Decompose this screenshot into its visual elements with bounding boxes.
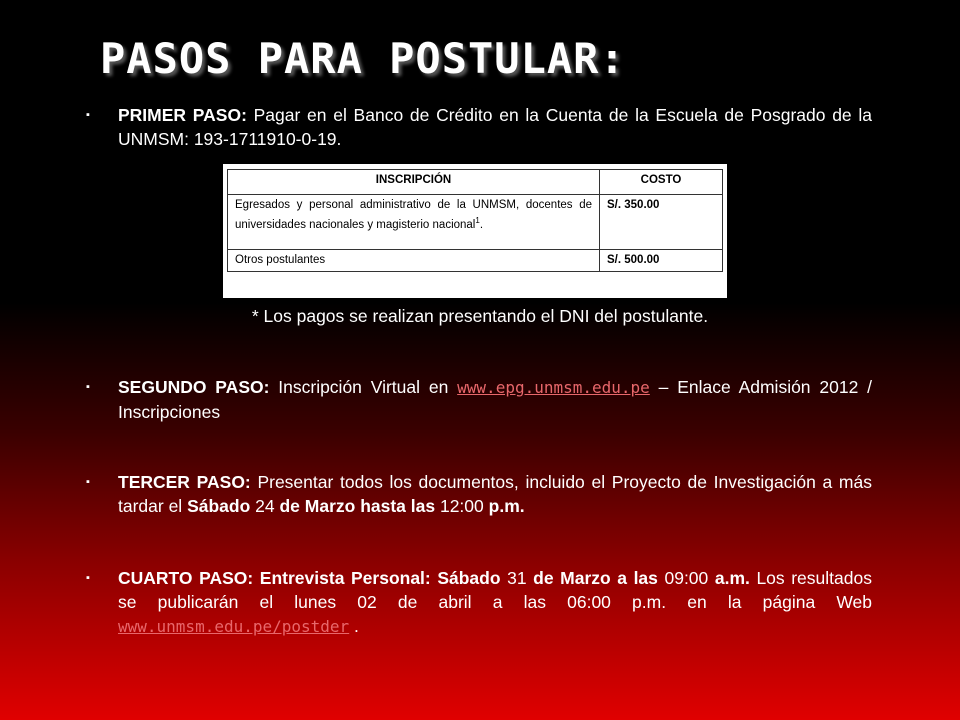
fees-table-image — [223, 164, 727, 298]
step-3-bold-part: Sábado — [187, 496, 251, 516]
step-2 — [86, 375, 872, 424]
step-3-text-part: Presentar todos los documentos, incluido el Proyecto de Investigación a más tardar el — [118, 472, 872, 516]
step-4-label: CUARTO PASO: — [118, 568, 254, 588]
page-title: PASOS PARA POSTULAR: — [100, 34, 626, 83]
footnote-marker: 1 — [475, 216, 480, 225]
payment-note: * Los pagos se realizan presentando el DNI del postulante. — [251, 306, 709, 326]
step-4-text-part: 31 — [500, 568, 534, 588]
step-3-text — [118, 470, 872, 518]
row-description-suffix: . — [479, 218, 484, 231]
table-row — [228, 250, 723, 272]
step-4 — [86, 566, 872, 639]
fees-table — [227, 169, 723, 272]
step-3-bold-part: p.m. — [488, 496, 525, 516]
header-costo: COSTO — [600, 170, 723, 195]
step-3-text-part: 24 — [250, 496, 280, 516]
step-3-label: TERCER PASO: — [118, 472, 251, 492]
step-4-text-part: Los resultados se publicarán el lunes 02 de abril a las 06:00 p.m. en la página Web — [118, 568, 872, 612]
step-1-label: PRIMER PASO: — [118, 105, 247, 125]
header-inscripcion: INSCRIPCIÓN — [228, 170, 600, 195]
step-4-text — [118, 566, 872, 639]
bullet-icon: ▪ — [86, 572, 90, 584]
postgrado-link[interactable]: www.unmsm.edu.pe/postder — [118, 617, 350, 636]
step-2-text-part: Inscripción Virtual en — [269, 377, 458, 397]
step-2-label: SEGUNDO PASO: — [118, 377, 270, 397]
bullet-icon: ▪ — [86, 476, 90, 488]
table-header-row — [228, 170, 723, 195]
bullet-icon: ▪ — [86, 109, 90, 121]
step-4-bold-part: a.m. — [714, 568, 750, 588]
epg-link[interactable]: www.epg.unmsm.edu.pe — [457, 378, 650, 397]
step-2-text-part: – Enlace Admisión 2012 / Inscripciones — [118, 377, 872, 422]
step-3-bold-part: de Marzo hasta las — [279, 496, 436, 516]
step-3 — [86, 470, 872, 518]
step-1-description: Pagar en el Banco de Crédito en la Cuenta de la Escuela de Posgrado de la UNMSM: 193-1711910-0-19. — [118, 105, 872, 149]
step-1-text — [118, 103, 872, 151]
step-4-text-part: 09:00 — [657, 568, 715, 588]
row-description-text: Egresados y personal administrativo de la UNMSM, docentes de universidades nacionales y magisterio nacional — [235, 199, 592, 231]
row-cost: S/. 500.00 — [600, 250, 723, 272]
table-row — [228, 195, 723, 250]
step-4-text-part: . — [349, 616, 359, 636]
step-4-bold-part: Entrevista Personal: Sábado — [253, 568, 501, 588]
row-description: Otros postulantes — [228, 250, 600, 272]
step-2-text — [118, 375, 872, 424]
bullet-icon: ▪ — [86, 381, 90, 393]
step-1 — [86, 103, 872, 151]
step-4-bold-part: de Marzo a las — [533, 568, 658, 588]
step-3-text-part: 12:00 — [435, 496, 489, 516]
row-cost: S/. 350.00 — [600, 195, 723, 250]
row-description — [228, 195, 600, 250]
